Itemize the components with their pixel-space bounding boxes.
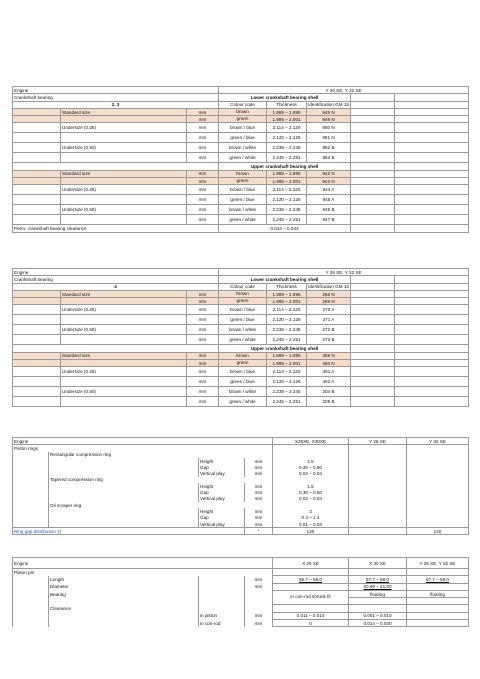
colour-code: green / white <box>219 215 267 225</box>
bearing-row <box>13 397 469 407</box>
colour-code: green <box>219 298 267 305</box>
bearing-row <box>13 377 469 387</box>
size-label: Standard size <box>61 290 187 297</box>
identification-value: 272 B <box>307 325 351 335</box>
identification-value: 204 B <box>307 387 351 397</box>
unit: mm <box>187 352 219 359</box>
bearing-row <box>13 290 469 297</box>
bearing-row <box>13 185 469 195</box>
unit: mm <box>245 620 273 627</box>
in-piston-label: in piston <box>199 612 245 619</box>
thickness-value: 2.114 – 2.120 <box>267 367 307 377</box>
unit: mm <box>245 483 273 489</box>
size-label: Standard size <box>61 352 187 359</box>
bearing-row <box>13 298 469 305</box>
unit: mm <box>187 170 219 177</box>
engine-label: Engine <box>13 558 273 569</box>
unit: mm <box>187 185 219 195</box>
in-conrod-label: in con-rod <box>199 620 245 627</box>
ring-gap-distribution-link[interactable]: Ring gap distribution 2) <box>14 528 62 534</box>
unit: mm <box>245 508 273 514</box>
bearing-numbers: 4 <box>13 283 219 290</box>
bearing-row <box>13 123 469 133</box>
gap-label: Gap <box>199 464 245 470</box>
unit: mm <box>245 464 273 470</box>
thickness-value: 1.989 – 1.995 <box>267 352 307 359</box>
clearance-conrod-2: 0.014 – 0.030 <box>349 620 407 627</box>
length-value-1: 55.7 – 56.0 <box>273 576 349 583</box>
unit: mm <box>187 305 219 315</box>
colour-code: brown / blue <box>219 185 267 195</box>
size-label <box>61 335 187 345</box>
size-label: Undersize (0.25) <box>61 123 187 133</box>
oil-gap: 0.4 – 1.4 <box>273 515 349 521</box>
size-label <box>61 397 187 407</box>
unit: mm <box>187 215 219 225</box>
clearance-label: Clearance <box>49 605 199 612</box>
colour-code-header: Colour code <box>219 283 267 290</box>
bearing-value-1: in con-rod shrunk fit <box>273 590 349 605</box>
size-label <box>61 360 187 367</box>
thickness-value: 2.114 – 2.120 <box>267 123 307 133</box>
unit: mm <box>187 195 219 205</box>
unit: mm <box>245 470 273 476</box>
thickness-value: 2.120 – 2.126 <box>267 133 307 143</box>
colour-code: brown / white <box>219 205 267 215</box>
engine-value: Y 26 SE, Y 32 SE <box>219 269 469 276</box>
col-header-3: Y 26 SE, Y 32 SE <box>407 558 469 569</box>
thickness-value: 2.239 – 2.245 <box>267 325 307 335</box>
size-label <box>61 195 187 205</box>
unit: mm <box>187 143 219 153</box>
unit: mm <box>187 397 219 407</box>
bearing-row <box>13 170 469 177</box>
thickness-header: Thickness <box>267 101 307 108</box>
bearing-row <box>13 315 469 325</box>
ring-gap-value-1: 120 <box>273 528 349 535</box>
colour-code: brown <box>219 290 267 297</box>
thickness-value: 2.245 – 2.251 <box>267 397 307 407</box>
thickness-value: 2.239 – 2.245 <box>267 205 307 215</box>
unit: mm <box>187 360 219 367</box>
col-header-2: Y 26 SE <box>349 438 407 445</box>
bearing-label: Bearing <box>49 590 199 597</box>
lower-shell-header: Lower crankshaft bearing shell <box>219 276 351 283</box>
colour-code: green <box>219 178 267 185</box>
colour-code: brown / white <box>219 387 267 397</box>
thickness-value: 1.989 – 1.995 <box>267 108 307 115</box>
bearing-row <box>13 133 469 143</box>
oil-ring-label: Oil scraper ring <box>49 502 273 508</box>
identification-value: 943 N <box>307 178 351 185</box>
lower-shell-header: Lower crankshaft bearing shell <box>219 94 351 101</box>
unit: mm <box>187 108 219 115</box>
thickness-header: Thickness <box>267 283 307 290</box>
crankshaft-bearing-2-3-table <box>12 86 469 233</box>
size-label <box>61 153 187 163</box>
unit: mm <box>245 612 273 619</box>
unit: mm <box>187 116 219 123</box>
identification-value: 273 B <box>307 335 351 345</box>
colour-code: green / blue <box>219 195 267 205</box>
thickness-value: 2.245 – 2.251 <box>267 153 307 163</box>
colour-code: green / blue <box>219 315 267 325</box>
unit: mm <box>187 325 219 335</box>
identification-value: 949 N <box>307 116 351 123</box>
bearing-numbers: 2, 3 <box>13 101 219 108</box>
tapered-ring-label: Tapered compression ring <box>49 477 273 483</box>
colour-code: brown / white <box>219 143 267 153</box>
size-label: Undersize (0.50) <box>61 387 187 397</box>
colour-code: green / white <box>219 397 267 407</box>
colour-code: green <box>219 360 267 367</box>
bearing-row <box>13 178 469 185</box>
thickness-value: 1.989 – 1.995 <box>267 170 307 177</box>
unit: mm <box>245 521 273 528</box>
piston-pin-table <box>12 557 469 627</box>
thickness-value: 2.114 – 2.120 <box>267 305 307 315</box>
section-label: Crankshaft bearing <box>13 94 219 101</box>
unit: mm <box>187 290 219 297</box>
bearing-row <box>13 335 469 345</box>
height-label: Height <box>199 483 245 489</box>
bearing-row <box>13 305 469 315</box>
bearing-row <box>13 325 469 335</box>
gap-label: Gap <box>199 515 245 521</box>
size-label: Undersize (0.25) <box>61 367 187 377</box>
colour-code: green / blue <box>219 133 267 143</box>
bearing-row <box>13 215 469 225</box>
section-label: Piston rings <box>13 445 273 452</box>
identification-value: 944 A <box>307 185 351 195</box>
colour-code: green / white <box>219 153 267 163</box>
thickness-value: 2.114 – 2.120 <box>267 185 307 195</box>
vplay-label: Vertical play <box>199 521 245 528</box>
col-header-2: X 30 XE <box>349 558 407 569</box>
perm-clearance-label: Perm. crankshaft bearing clearance <box>13 225 219 232</box>
bearing-row <box>13 195 469 205</box>
identification-value: 952 B <box>307 143 351 153</box>
colour-code: green / white <box>219 335 267 345</box>
thickness-value: 2.120 – 2.126 <box>267 315 307 325</box>
size-label: Standard size <box>61 170 187 177</box>
rect-height: 1.5 <box>273 458 349 464</box>
identification-value: 942 N <box>307 170 351 177</box>
size-label: Undersize (0.50) <box>61 325 187 335</box>
size-label <box>61 377 187 387</box>
tapered-height: 1.5 <box>273 483 349 489</box>
section-label: Crankshaft bearing <box>13 276 219 283</box>
bearing-row <box>13 387 469 397</box>
length-label: Length <box>49 576 199 583</box>
thickness-value: 2.120 – 2.126 <box>267 377 307 387</box>
unit: mm <box>187 315 219 325</box>
col-header-1: X25XE, X30XE <box>273 438 349 445</box>
degree-unit: ° <box>245 528 273 535</box>
engine-label: Engine <box>13 87 219 94</box>
unit: mm <box>245 583 273 590</box>
colour-code: brown <box>219 170 267 177</box>
thickness-value: 2.239 – 2.245 <box>267 387 307 397</box>
thickness-value: 1.995 – 2.001 <box>267 116 307 123</box>
thickness-value: 1.995 – 2.001 <box>267 178 307 185</box>
col-header-1: X 25 XE <box>273 558 349 569</box>
unit: mm <box>187 133 219 143</box>
size-label: Undersize (0.25) <box>61 305 187 315</box>
unit: mm <box>187 298 219 305</box>
identification-value: 265 N <box>307 290 351 297</box>
section-label: Piston pin <box>13 569 273 576</box>
unit: mm <box>187 153 219 163</box>
piston-rings-table <box>12 437 469 535</box>
unit: mm <box>187 178 219 185</box>
size-label <box>61 133 187 143</box>
size-label: Undersize (0.50) <box>61 205 187 215</box>
size-label <box>61 315 187 325</box>
bearing-row <box>13 352 469 359</box>
bearing-value-3: floating <box>407 590 469 597</box>
identification-value: 950 N <box>307 123 351 133</box>
clearance-conrod-1: 0 <box>273 620 349 627</box>
colour-code-header: Colour code <box>219 101 267 108</box>
colour-code: brown / blue <box>219 123 267 133</box>
size-label: Undersize (0.25) <box>61 185 187 195</box>
engine-label: Engine <box>13 269 219 276</box>
identification-value: 946 B <box>307 205 351 215</box>
bearing-row <box>13 205 469 215</box>
oil-height: 3 <box>273 508 349 514</box>
thickness-value: 2.239 – 2.245 <box>267 143 307 153</box>
identification-value: 462 A <box>307 377 351 387</box>
rect-vplay: 0.02 – 0.04 <box>273 470 349 476</box>
rect-ring-label: Rectangular compression ring <box>49 452 273 458</box>
height-label: Height <box>199 508 245 514</box>
vplay-label: Vertical play <box>199 496 245 502</box>
colour-code: brown <box>219 108 267 115</box>
identification-value: 205 B <box>307 397 351 407</box>
identification-value: 271 A <box>307 315 351 325</box>
identification-value: 270 A <box>307 305 351 315</box>
height-label: Height <box>199 458 245 464</box>
size-label <box>61 215 187 225</box>
diameter-value: 20.99 – 21.00 <box>349 583 407 590</box>
thickness-value: 2.245 – 2.251 <box>267 335 307 345</box>
size-label: Undersize (0.50) <box>61 143 187 153</box>
colour-code: brown / blue <box>219 305 267 315</box>
identification-header: Identification GM 15 <box>308 283 349 289</box>
gap-label: Gap <box>199 489 245 495</box>
tapered-vplay: 0.02 – 0.04 <box>273 496 349 502</box>
identification-value: 461 A <box>307 367 351 377</box>
unit: mm <box>187 123 219 133</box>
unit: mm <box>245 458 273 464</box>
colour-code: brown / white <box>219 325 267 335</box>
identification-value: 459 N <box>307 352 351 359</box>
bearing-row <box>13 153 469 163</box>
unit: mm <box>245 489 273 495</box>
upper-shell-header: Upper crankshaft bearing shell <box>219 345 351 352</box>
unit: mm <box>187 377 219 387</box>
identification-value: 945 N <box>307 108 351 115</box>
size-label <box>61 116 187 123</box>
size-label <box>61 298 187 305</box>
perm-clearance-value: 0.014 – 0.043 <box>219 225 351 232</box>
colour-code: green / blue <box>219 377 267 387</box>
unit: mm <box>187 335 219 345</box>
colour-code: brown <box>219 352 267 359</box>
thickness-value: 1.989 – 1.995 <box>267 290 307 297</box>
bearing-value-2: floating <box>349 590 407 597</box>
size-label <box>61 178 187 185</box>
identification-header: Identification GM 15 <box>308 101 349 107</box>
col-header-3: Y 32 SE <box>407 438 469 445</box>
oil-vplay: 0.01 – 0.03 <box>273 521 349 528</box>
rect-gap: 0.30 – 0.50 <box>273 464 349 470</box>
identification-value: 947 B <box>307 215 351 225</box>
bearing-row <box>13 143 469 153</box>
unit: mm <box>245 515 273 521</box>
diameter-label: Diameter <box>49 583 199 590</box>
identification-value: 269 N <box>307 298 351 305</box>
bearing-row <box>13 367 469 377</box>
identification-value: 460 N <box>307 360 351 367</box>
unit: mm <box>187 367 219 377</box>
ring-gap-value-3: 120 <box>407 528 469 535</box>
identification-value: 951 N <box>307 133 351 143</box>
unit: mm <box>245 576 273 583</box>
thickness-value: 2.120 – 2.126 <box>267 195 307 205</box>
thickness-value: 2.245 – 2.251 <box>267 215 307 225</box>
vplay-label: Vertical play <box>199 470 245 476</box>
colour-code: brown / blue <box>219 367 267 377</box>
thickness-value: 1.995 – 2.001 <box>267 360 307 367</box>
unit: mm <box>187 387 219 397</box>
length-value-2: 57.7 – 58.0 <box>349 576 407 583</box>
size-label: Standard size <box>61 108 187 115</box>
crankshaft-bearing-4-table <box>12 268 469 407</box>
bearing-row <box>13 360 469 367</box>
length-value-3: 57.7 – 58.0 <box>407 576 469 583</box>
identification-value: 953 B <box>307 153 351 163</box>
engine-label: Engine <box>13 438 273 445</box>
bearing-row <box>13 108 469 115</box>
clearance-piston-2: 0.001 – 0.010 <box>349 612 407 619</box>
thickness-value: 1.995 – 2.001 <box>267 298 307 305</box>
bearing-row <box>13 116 469 123</box>
colour-code: green <box>219 116 267 123</box>
clearance-piston-1: 0.011 – 0.014 <box>273 612 349 619</box>
unit: mm <box>245 496 273 502</box>
tapered-gap: 0.30 – 0.50 <box>273 489 349 495</box>
identification-value: 945 A <box>307 195 351 205</box>
unit: mm <box>187 205 219 215</box>
upper-shell-header: Upper crankshaft bearing shell <box>219 163 351 170</box>
engine-value: Y 26 SE, Y 32 SE <box>219 87 469 94</box>
